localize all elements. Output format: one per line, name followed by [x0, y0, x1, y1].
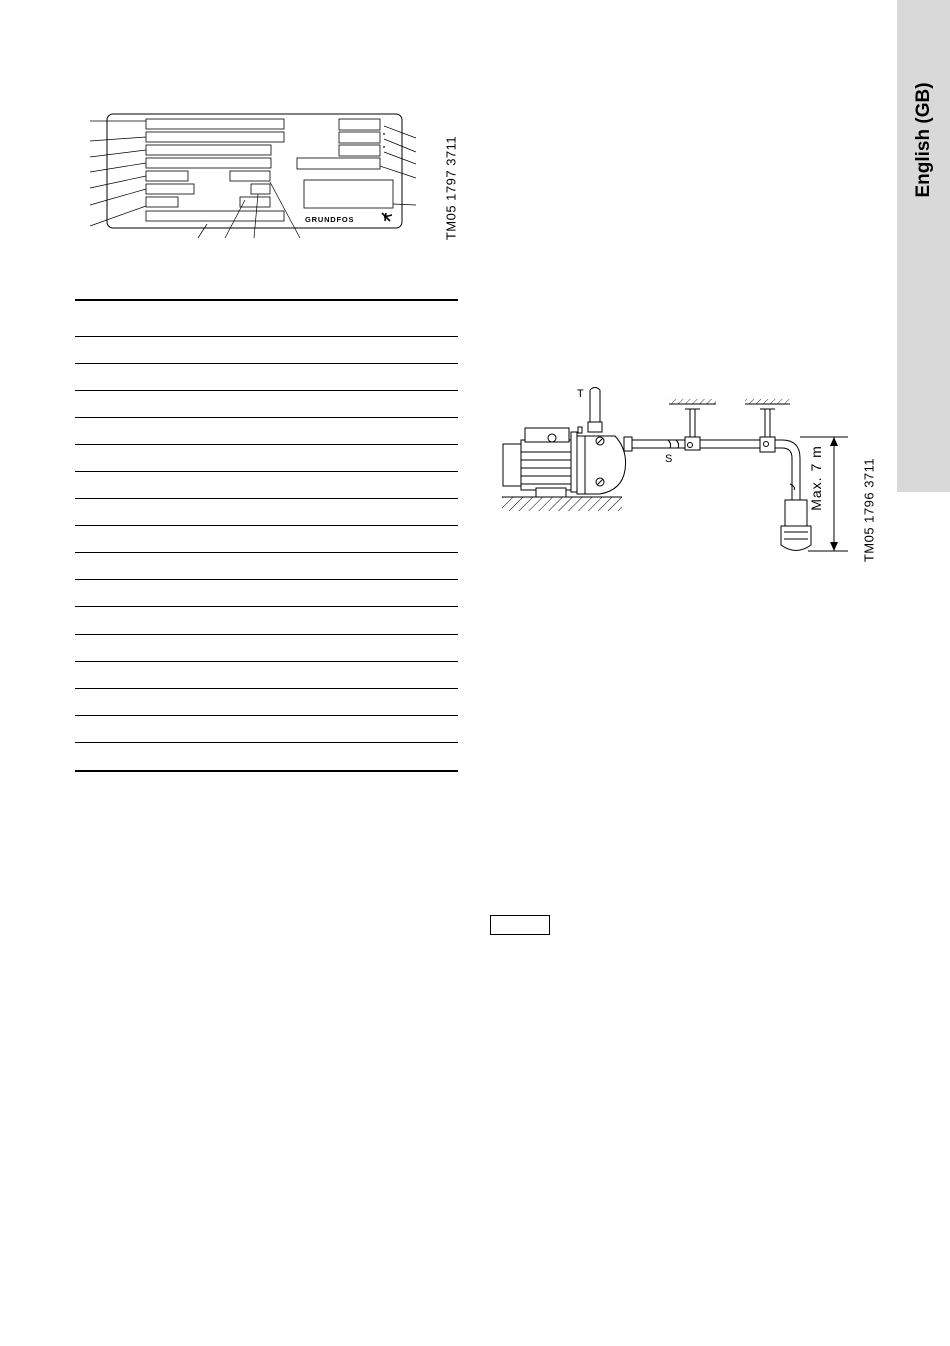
language-tab-label: English (GB): [912, 82, 934, 198]
discharge-pipe-label: T: [577, 388, 584, 400]
installation-figure-code: TM05 1796 3711: [861, 457, 877, 563]
grundfos-logo-text: GRUNDFOS: [305, 215, 355, 224]
suction-pipe-label: S: [665, 453, 673, 465]
note-box: [490, 915, 550, 935]
nameplate-figure-code: TM05 1797 3711: [443, 135, 459, 241]
max-suction-height-label: Max. 7 m: [808, 445, 824, 511]
